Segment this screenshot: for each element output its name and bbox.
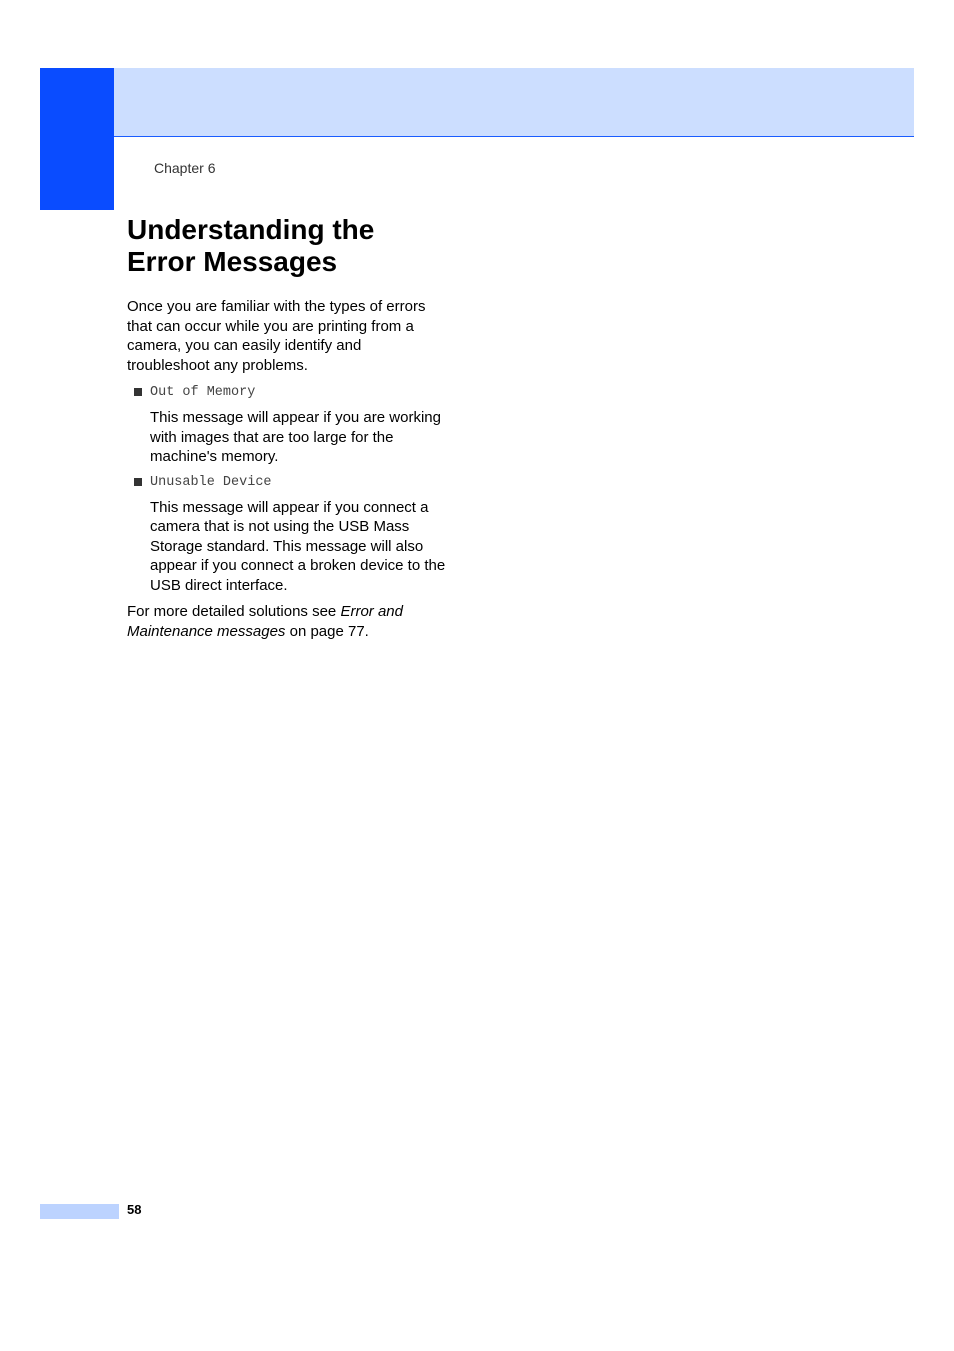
bullet-square-icon <box>134 478 142 486</box>
closing-suffix: on page 77. <box>285 622 369 640</box>
error-message-description: This message will appear if you connect a camera that is not using the USB Mass Storage standard. This message will also appear if you connect a broken device to the USB direct interface. <box>150 498 446 594</box>
intro-paragraph: Once you are familiar with the types of errors that can occur while you are printing from a camera, you can easily identify and troubleshoot any problems. <box>127 298 426 374</box>
page-title: Understanding the Error Messages <box>127 214 375 277</box>
error-message-label: Unusable Device <box>150 474 272 490</box>
chapter-label: Chapter 6 <box>154 160 216 176</box>
error-message-label: Out of Memory <box>150 385 256 400</box>
list-item <box>127 474 447 596</box>
bullet-square-icon <box>134 388 142 396</box>
header-band <box>114 68 914 137</box>
closing-prefix: For more detailed solutions see <box>127 603 341 620</box>
cross-reference-link[interactable]: Error and Maintenance messages <box>127 603 403 640</box>
main-content <box>127 214 447 641</box>
chapter-tab <box>40 68 114 210</box>
closing-paragraph <box>127 602 447 641</box>
footer-bar <box>40 1204 119 1219</box>
error-message-description: This message will appear if you are working with images that are too large for the machine's memory. <box>150 409 441 465</box>
page-number: 58 <box>127 1202 142 1217</box>
list-item <box>127 384 447 467</box>
